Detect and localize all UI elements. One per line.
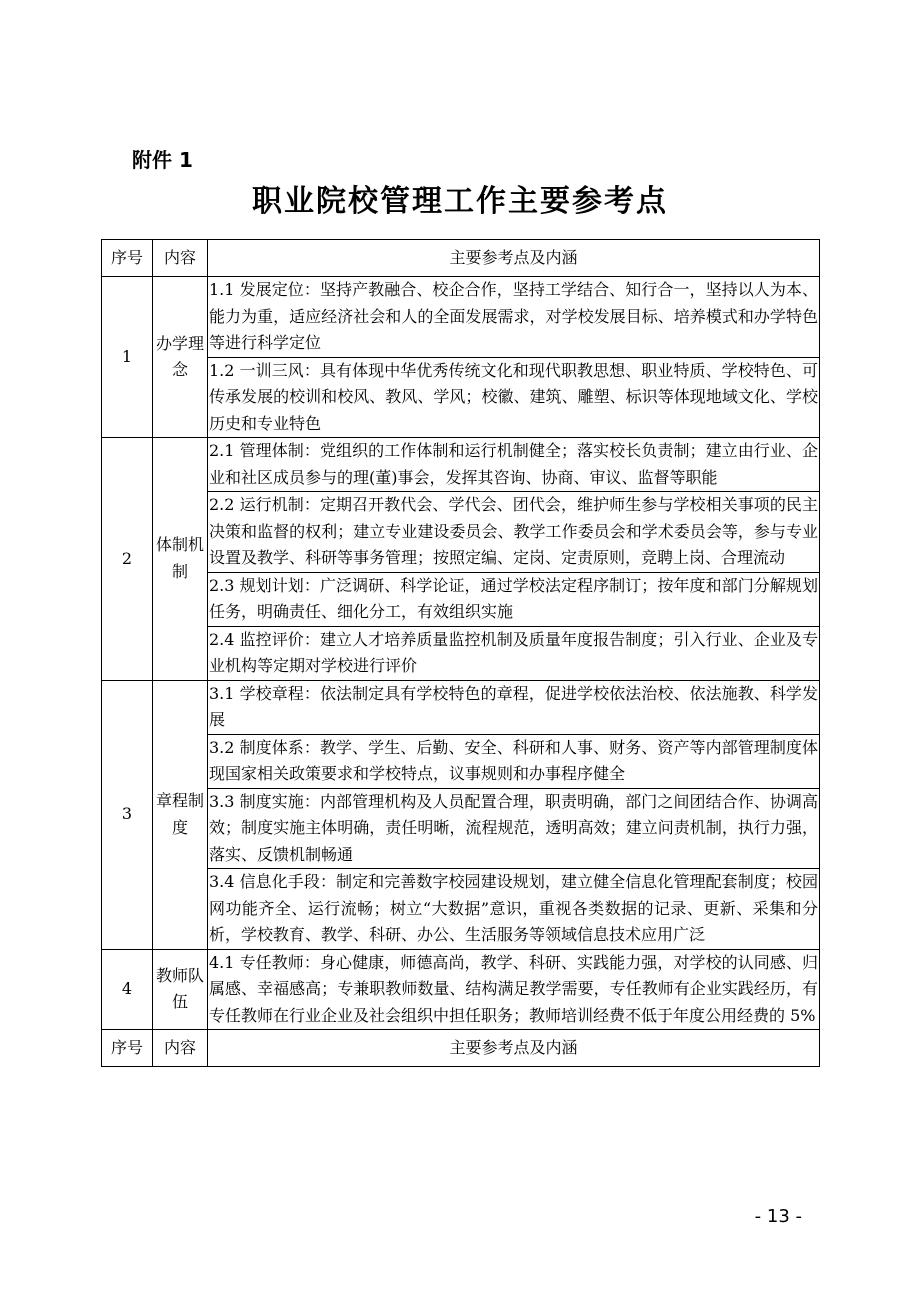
- table-row: [102, 572, 820, 626]
- table-row: [102, 277, 820, 358]
- column-header-content: 内容: [153, 1030, 208, 1067]
- reference-point: 2.3 规划计划：广泛调研、科学论证，通过学校法定程序制订；按年度和部门分解规划任务，明确责任、细化分工，有效组织实施: [208, 572, 820, 626]
- reference-point: 1.2 一训三风：具有体现中华优秀传统文化和现代职教思想、职业特质、学校特色、可传承发展的校训和校风、教风、学风；校徽、建筑、雕塑、标识等体现地域文化、学校历史和专业特色: [208, 357, 820, 438]
- reference-point: 4.1 专任教师：身心健康，师德高尚，教学、科研、实践能力强，对学校的认同感、归属感、幸福感高；专兼职教师数量、结构满足教学需要，专任教师有企业实践经历，有专任教师在行业企业及社会组织中担任职务；教师培训经费不低于年度公用经费的 5%: [208, 949, 820, 1030]
- table-row: [102, 626, 820, 680]
- row-category: 办学理念: [153, 277, 208, 438]
- table-header-row-repeat: [102, 1030, 820, 1067]
- table-header-row: [102, 240, 820, 277]
- row-number: 3: [102, 680, 153, 949]
- table-row: [102, 492, 820, 573]
- table-row: [102, 734, 820, 788]
- attachment-label: 附件 1: [132, 148, 193, 172]
- column-header-number: 序号: [102, 240, 153, 277]
- reference-point: 3.3 制度实施：内部管理机构及人员配置合理，职责明确，部门之间团结合作、协调高效；制度实施主体明确，责任明晰，流程规范，透明高效；建立问责机制，执行力强，落实、反馈机制畅通: [208, 788, 820, 869]
- row-number: 2: [102, 438, 153, 681]
- row-category: 教师队伍: [153, 949, 208, 1030]
- reference-point: 3.2 制度体系：教学、学生、后勤、安全、科研和人事、财务、资产等内部管理制度体现国家相关政策要求和学校特点，议事规则和办事程序健全: [208, 734, 820, 788]
- row-number: 4: [102, 949, 153, 1030]
- reference-points-table: [101, 239, 820, 1067]
- column-header-number: 序号: [102, 1030, 153, 1067]
- column-header-points: 主要参考点及内涵: [208, 240, 820, 277]
- table-row: [102, 949, 820, 1030]
- table-row: [102, 869, 820, 950]
- row-category: 体制机制: [153, 438, 208, 681]
- column-header-content: 内容: [153, 240, 208, 277]
- table-row: [102, 438, 820, 492]
- reference-point: 3.4 信息化手段：制定和完善数字校园建设规划，建立健全信息化管理配套制度；校园网功能齐全、运行流畅；树立“大数据”意识，重视各类数据的记录、更新、采集和分析，学校教育、教学、科研、办公、生活服务等领域信息技术应用广泛: [208, 869, 820, 950]
- reference-point: 2.1 管理体制：党组织的工作体制和运行机制健全；落实校长负责制；建立由行业、企业和社区成员参与的理(董)事会，发挥其咨询、协商、审议、监督等职能: [208, 438, 820, 492]
- row-category: 章程制度: [153, 680, 208, 949]
- table-row: [102, 680, 820, 734]
- reference-point: 2.4 监控评价：建立人才培养质量监控机制及质量年度报告制度；引入行业、企业及专业机构等定期对学校进行评价: [208, 626, 820, 680]
- reference-point: 3.1 学校章程：依法制定具有学校特色的章程，促进学校依法治校、依法施教、科学发展: [208, 680, 820, 734]
- row-number: 1: [102, 277, 153, 438]
- column-header-points: 主要参考点及内涵: [208, 1030, 820, 1067]
- document-title: 职业院校管理工作主要参考点: [252, 184, 668, 219]
- table-row: [102, 788, 820, 869]
- table-row: [102, 357, 820, 438]
- page-number: - 13 -: [754, 1206, 802, 1227]
- reference-point: 2.2 运行机制：定期召开教代会、学代会、团代会，维护师生参与学校相关事项的民主决策和监督的权利；建立专业建设委员会、教学工作委员会和学术委员会等，参与专业设置及教学、科研等事务管理；按照定编、定岗、定责原则，竞聘上岗、合理流动: [208, 492, 820, 573]
- reference-point: 1.1 发展定位：坚持产教融合、校企合作，坚持工学结合、知行合一，坚持以人为本、能力为重，适应经济社会和人的全面发展需求，对学校发展目标、培养模式和办学特色等进行科学定位: [208, 277, 820, 358]
